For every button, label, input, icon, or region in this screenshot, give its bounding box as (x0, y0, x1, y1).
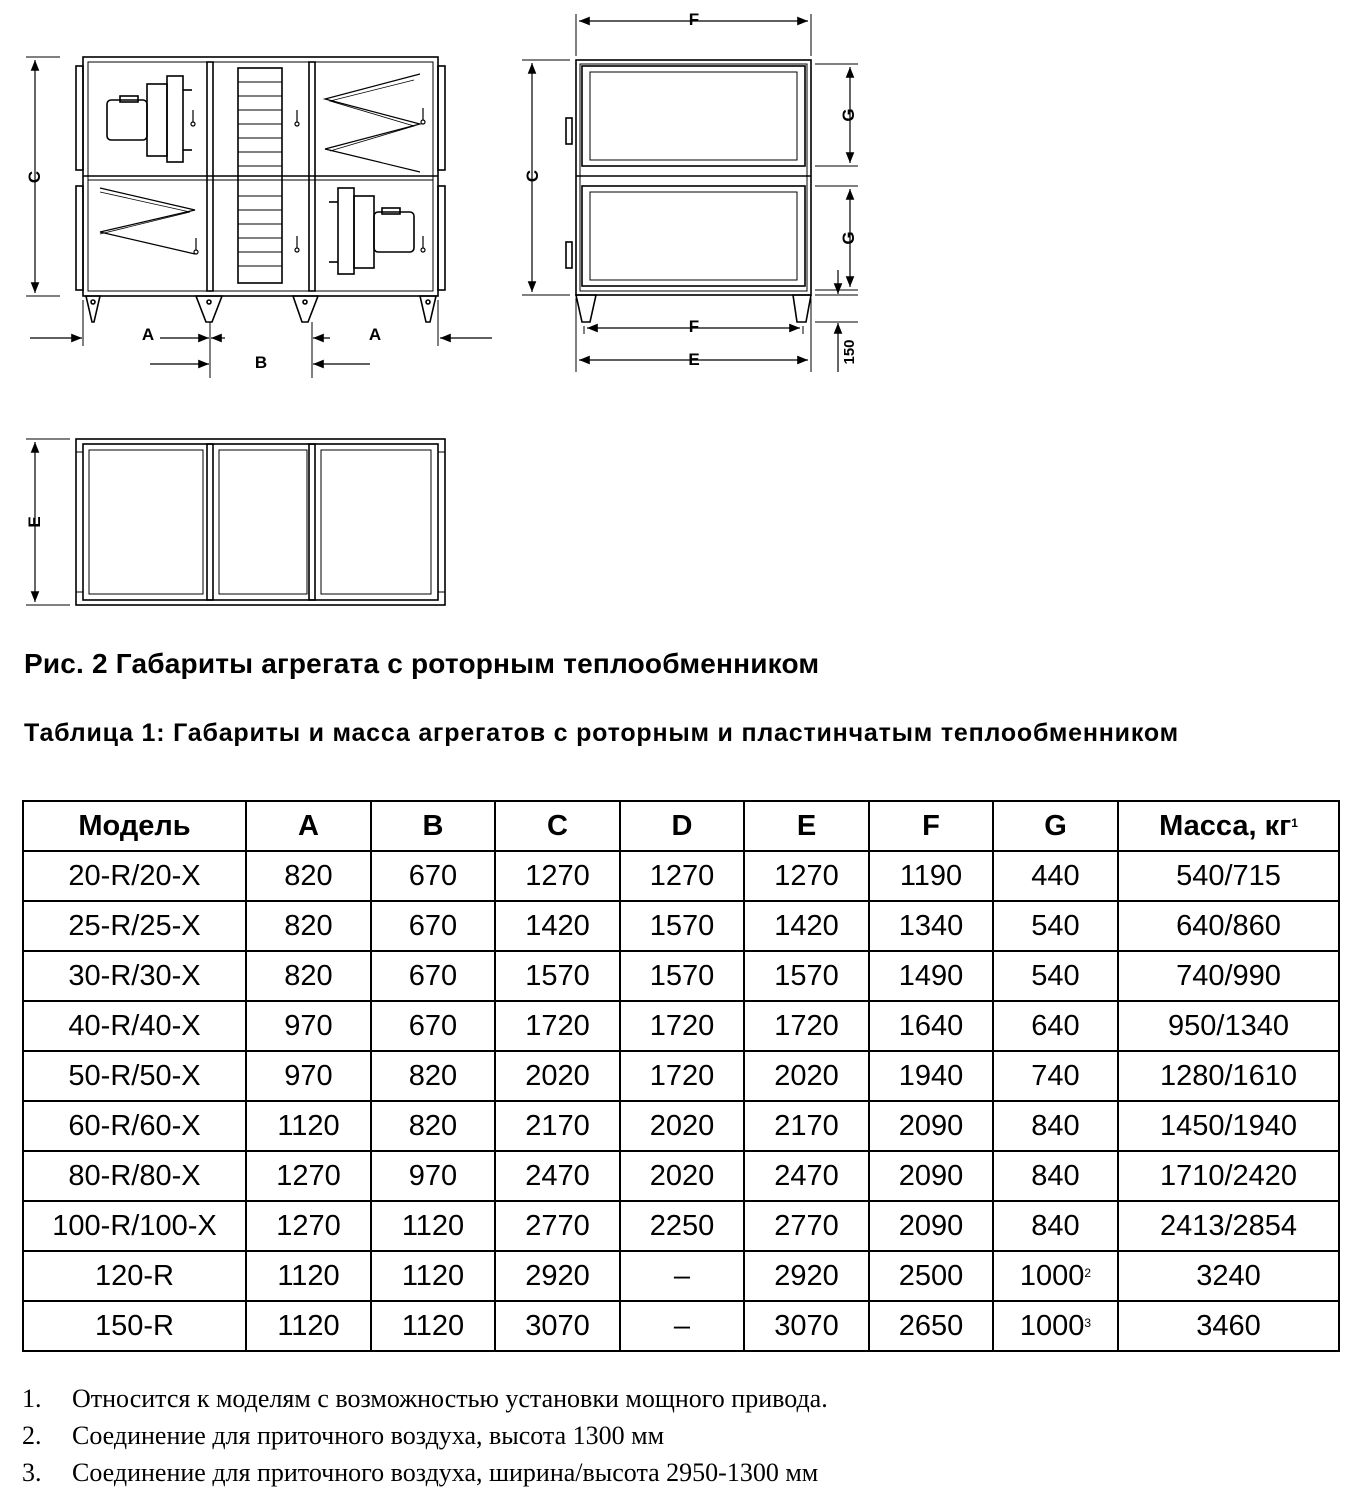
footnote-text: Относится к моделям с возможностью установки мощного привода. (72, 1384, 828, 1413)
cell-g-value: 740 (1031, 1059, 1080, 1092)
cell-mass: 950/1340 (1118, 1001, 1339, 1051)
dimensions-table (22, 800, 1340, 1352)
cell-a: 970 (246, 1001, 371, 1051)
cell-g (993, 1301, 1118, 1351)
cell-g (993, 851, 1118, 901)
label-e-side: E (688, 350, 700, 369)
cell-model: 25-R/25-X (23, 901, 246, 951)
cell-c: 2470 (495, 1151, 620, 1201)
cell-g-value: 840 (1031, 1109, 1080, 1142)
figure-caption: Рис. 2 Габариты агрегата с роторным теплообменником (24, 648, 820, 679)
cell-b: 1120 (371, 1301, 495, 1351)
table-row (23, 1301, 1339, 1351)
label-a-left: A (141, 325, 155, 344)
header-e: E (744, 801, 869, 851)
table-title: Таблица 1: Габариты и масса агрегатов с роторным и пластинчатым теплообменником (24, 719, 1179, 747)
cell-d: 2020 (620, 1101, 744, 1151)
cell-model: 40-R/40-X (23, 1001, 246, 1051)
cell-d: 1720 (620, 1051, 744, 1101)
cell-g-value: 440 (1031, 859, 1080, 892)
cell-g-value: 540 (1031, 959, 1080, 992)
label-g-upper: G (839, 108, 858, 122)
footnote-text: Соединение для приточного воздуха, высота 1300 мм (72, 1421, 665, 1450)
cell-f: 1190 (869, 851, 993, 901)
cell-f: 1340 (869, 901, 993, 951)
cell-c: 3070 (495, 1301, 620, 1351)
header-c: C (495, 801, 620, 851)
footnote-item (22, 1417, 828, 1454)
cell-b: 820 (371, 1101, 495, 1151)
cell-e: 2770 (744, 1201, 869, 1251)
cell-e: 2020 (744, 1051, 869, 1101)
cell-e: 1270 (744, 851, 869, 901)
cell-f: 2500 (869, 1251, 993, 1301)
cell-g (993, 1151, 1118, 1201)
table-row (23, 1251, 1339, 1301)
cell-mass: 1450/1940 (1118, 1101, 1339, 1151)
cell-model: 80-R/80-X (23, 1151, 246, 1201)
footnote-number: 2. (22, 1421, 42, 1450)
cell-e: 2920 (744, 1251, 869, 1301)
cell-a: 820 (246, 951, 371, 1001)
cell-mass: 740/990 (1118, 951, 1339, 1001)
cell-a: 1120 (246, 1101, 371, 1151)
cell-b: 670 (371, 1001, 495, 1051)
cell-b: 970 (371, 1151, 495, 1201)
cell-g-value: 1000 (1019, 1309, 1085, 1342)
cell-c: 1720 (495, 1001, 620, 1051)
cell-mass: 3460 (1118, 1301, 1339, 1351)
footnote-ref: 3 (1084, 1315, 1092, 1330)
cell-model: 60-R/60-X (23, 1101, 246, 1151)
cell-c: 2170 (495, 1101, 620, 1151)
cell-g (993, 1101, 1118, 1151)
header-mass-label: Масса, кг (1159, 809, 1292, 842)
cell-c: 2020 (495, 1051, 620, 1101)
header-d: D (620, 801, 744, 851)
cell-g (993, 951, 1118, 1001)
cell-f: 1940 (869, 1051, 993, 1101)
cell-e: 2170 (744, 1101, 869, 1151)
label-150: 150 (841, 339, 858, 365)
cell-d: – (620, 1251, 744, 1301)
cell-f: 2090 (869, 1201, 993, 1251)
cell-g-value: 840 (1031, 1209, 1080, 1242)
cell-a: 820 (246, 851, 371, 901)
footnote-ref: 2 (1084, 1265, 1092, 1280)
label-f-top: F (688, 10, 700, 29)
cell-a: 970 (246, 1051, 371, 1101)
header-g: G (993, 801, 1118, 851)
cell-mass: 1710/2420 (1118, 1151, 1339, 1201)
dimension-drawings (0, 0, 1353, 640)
table-row (23, 851, 1339, 901)
table-row (23, 1151, 1339, 1201)
header-f: F (869, 801, 993, 851)
header-a: A (246, 801, 371, 851)
top-view (26, 439, 445, 605)
table-row (23, 901, 1339, 951)
table-row (23, 1201, 1339, 1251)
cell-f: 2090 (869, 1151, 993, 1201)
table-row (23, 1101, 1339, 1151)
cell-c: 1270 (495, 851, 620, 901)
cell-d: 2020 (620, 1151, 744, 1201)
cell-g (993, 1251, 1118, 1301)
cell-mass: 3240 (1118, 1251, 1339, 1301)
cell-a: 1270 (246, 1201, 371, 1251)
footnote-text: Соединение для приточного воздуха, ширина/высота 2950-1300 мм (72, 1458, 819, 1487)
cell-d: – (620, 1301, 744, 1351)
cell-f: 2650 (869, 1301, 993, 1351)
table-row (23, 1001, 1339, 1051)
cell-g-value: 1000 (1019, 1259, 1085, 1292)
label-b: B (254, 353, 268, 372)
cell-e: 1720 (744, 1001, 869, 1051)
cell-a: 1120 (246, 1251, 371, 1301)
cell-model: 100-R/100-X (23, 1201, 246, 1251)
label-e-top: E (25, 516, 44, 528)
cell-b: 670 (371, 951, 495, 1001)
cell-d: 1720 (620, 1001, 744, 1051)
cell-d: 2250 (620, 1201, 744, 1251)
table-header-row (23, 801, 1339, 851)
cell-mass: 1280/1610 (1118, 1051, 1339, 1101)
footnote-number: 1. (22, 1384, 42, 1413)
front-view (26, 57, 492, 378)
cell-b: 1120 (371, 1201, 495, 1251)
cell-g (993, 901, 1118, 951)
cell-g-value: 540 (1031, 909, 1080, 942)
header-mass (1118, 801, 1339, 851)
cell-a: 1270 (246, 1151, 371, 1201)
cell-c: 1420 (495, 901, 620, 951)
cell-f: 2090 (869, 1101, 993, 1151)
cell-e: 3070 (744, 1301, 869, 1351)
cell-e: 2470 (744, 1151, 869, 1201)
cell-model: 120-R (23, 1251, 246, 1301)
cell-model: 30-R/30-X (23, 951, 246, 1001)
cell-b: 1120 (371, 1251, 495, 1301)
cell-g (993, 1051, 1118, 1101)
cell-d: 1270 (620, 851, 744, 901)
header-b: B (371, 801, 495, 851)
cell-g-value: 640 (1031, 1009, 1080, 1042)
cell-e: 1570 (744, 951, 869, 1001)
cell-mass: 640/860 (1118, 901, 1339, 951)
cell-c: 2770 (495, 1201, 620, 1251)
table-row (23, 951, 1339, 1001)
cell-d: 1570 (620, 951, 744, 1001)
footnote-ref: 1 (1291, 815, 1298, 830)
cell-b: 670 (371, 901, 495, 951)
cell-f: 1490 (869, 951, 993, 1001)
cell-mass: 540/715 (1118, 851, 1339, 901)
cell-c: 1570 (495, 951, 620, 1001)
footnote-item (22, 1454, 828, 1491)
table-row (23, 1051, 1339, 1101)
cell-f: 1640 (869, 1001, 993, 1051)
footnote-item (22, 1380, 828, 1417)
cell-g-value: 840 (1031, 1159, 1080, 1192)
footnote-number: 3. (22, 1458, 42, 1487)
cell-model: 150-R (23, 1301, 246, 1351)
cell-model: 50-R/50-X (23, 1051, 246, 1101)
label-f-bottom: F (688, 317, 700, 336)
cell-mass: 2413/2854 (1118, 1201, 1339, 1251)
cell-c: 2920 (495, 1251, 620, 1301)
cell-g (993, 1201, 1118, 1251)
cell-model: 20-R/20-X (23, 851, 246, 901)
cell-g (993, 1001, 1118, 1051)
label-a-right: A (368, 325, 382, 344)
label-g-lower: G (839, 231, 858, 245)
cell-d: 1570 (620, 901, 744, 951)
header-model: Модель (23, 801, 246, 851)
cell-a: 820 (246, 901, 371, 951)
label-c-side: C (523, 169, 542, 183)
cell-b: 820 (371, 1051, 495, 1101)
label-c-front: C (25, 170, 44, 184)
cell-e: 1420 (744, 901, 869, 951)
cell-b: 670 (371, 851, 495, 901)
footnotes (22, 1380, 828, 1491)
cell-a: 1120 (246, 1301, 371, 1351)
